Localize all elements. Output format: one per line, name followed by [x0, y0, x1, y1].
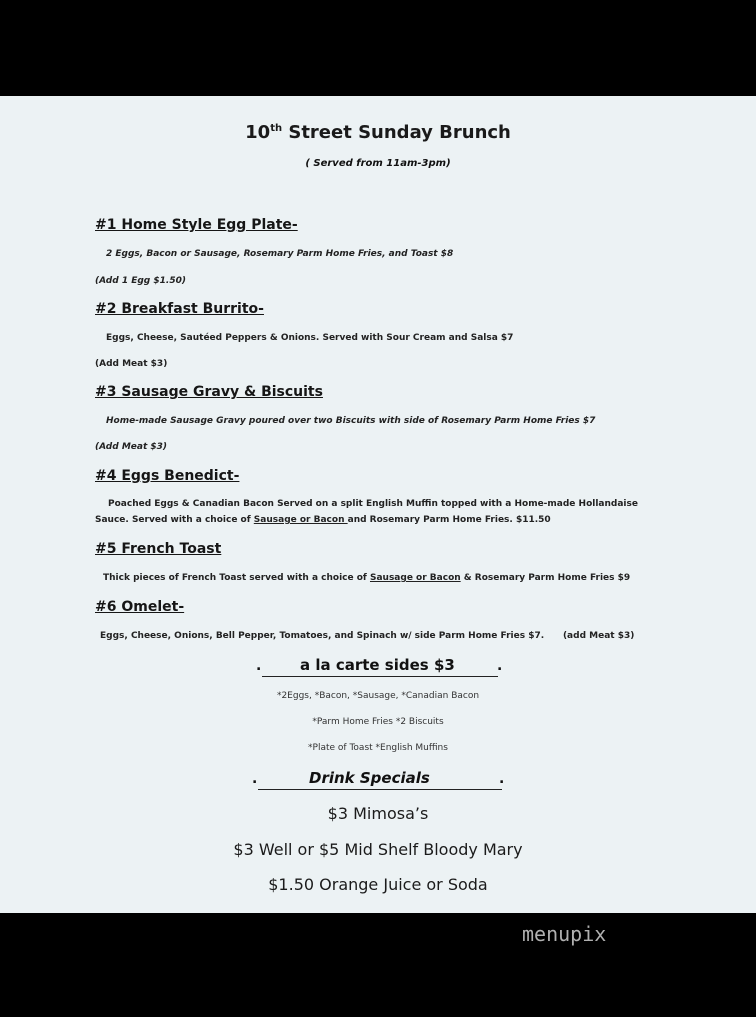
drinks-title: Drink Specials: [309, 769, 430, 787]
item-1-description: 2 Eggs, Bacon or Sausage, Rosemary Parm Home Fries, and Toast $8: [106, 249, 454, 259]
sides-title: a la carte sides $3: [300, 656, 455, 674]
item-3-description: Home-made Sausage Gravy poured over two Biscuits with side of Rosemary Parm Home Fries $7: [106, 416, 596, 426]
item-2-heading: #2 Breakfast Burrito-: [95, 301, 264, 317]
sides-underline: [262, 676, 498, 677]
item-5-description: Thick pieces of French Toast served with a choice of Sausage or Bacon & Rosemary Parm Home Fries $9: [103, 573, 631, 583]
menupix-watermark: menupix: [522, 922, 607, 946]
menu-subtitle: ( Served from 11am-3pm): [305, 158, 451, 169]
item-5-heading: #5 French Toast: [95, 541, 222, 557]
sides-line-1: *2Eggs, *Bacon, *Sausage, *Canadian Bacon: [276, 691, 480, 701]
item-6-description: Eggs, Cheese, Onions, Bell Pepper, Tomatoes, and Spinach w/ side Parm Home Fries $7. (add Meat $3): [100, 631, 635, 641]
drink-line-1: $3 Mimosa’s: [327, 804, 429, 823]
item-2-note: (Add Meat $3): [95, 359, 168, 369]
drinks-rule-start: .: [252, 771, 258, 787]
item-6-heading: #6 Omelet-: [95, 599, 185, 615]
item-4-heading: #4 Eggs Benedict-: [95, 468, 240, 484]
item-3-note: (Add Meat $3): [95, 442, 168, 452]
item-4-description-line1: Poached Eggs & Canadian Bacon Served on a split English Muffin topped with a Home-made Hollandaise: [108, 499, 638, 509]
drink-line-2: $3 Well or $5 Mid Shelf Bloody Mary: [233, 840, 523, 859]
drinks-underline: [258, 789, 502, 790]
item-1-note: (Add 1 Egg $1.50): [95, 276, 186, 286]
sides-line-3: *Plate of Toast *English Muffins: [308, 743, 448, 753]
item-3-heading: #3 Sausage Gravy & Biscuits: [95, 384, 323, 400]
sides-rule-start: .: [256, 658, 262, 674]
drink-line-3: $1.50 Orange Juice or Soda: [268, 875, 488, 894]
sides-line-2: *Parm Home Fries *2 Biscuits: [312, 717, 444, 727]
drinks-rule-end: .: [499, 771, 505, 787]
item-4-description-line2: Sauce. Served with a choice of Sausage or Bacon and Rosemary Parm Home Fries. $11.50: [95, 515, 551, 525]
item-2-description: Eggs, Cheese, Sautéed Peppers & Onions. Served with Sour Cream and Salsa $7: [106, 333, 514, 343]
item-1-heading: #1 Home Style Egg Plate-: [95, 217, 298, 233]
menu-title: 10th Street Sunday Brunch: [245, 122, 511, 143]
sides-rule-end: .: [497, 658, 503, 674]
